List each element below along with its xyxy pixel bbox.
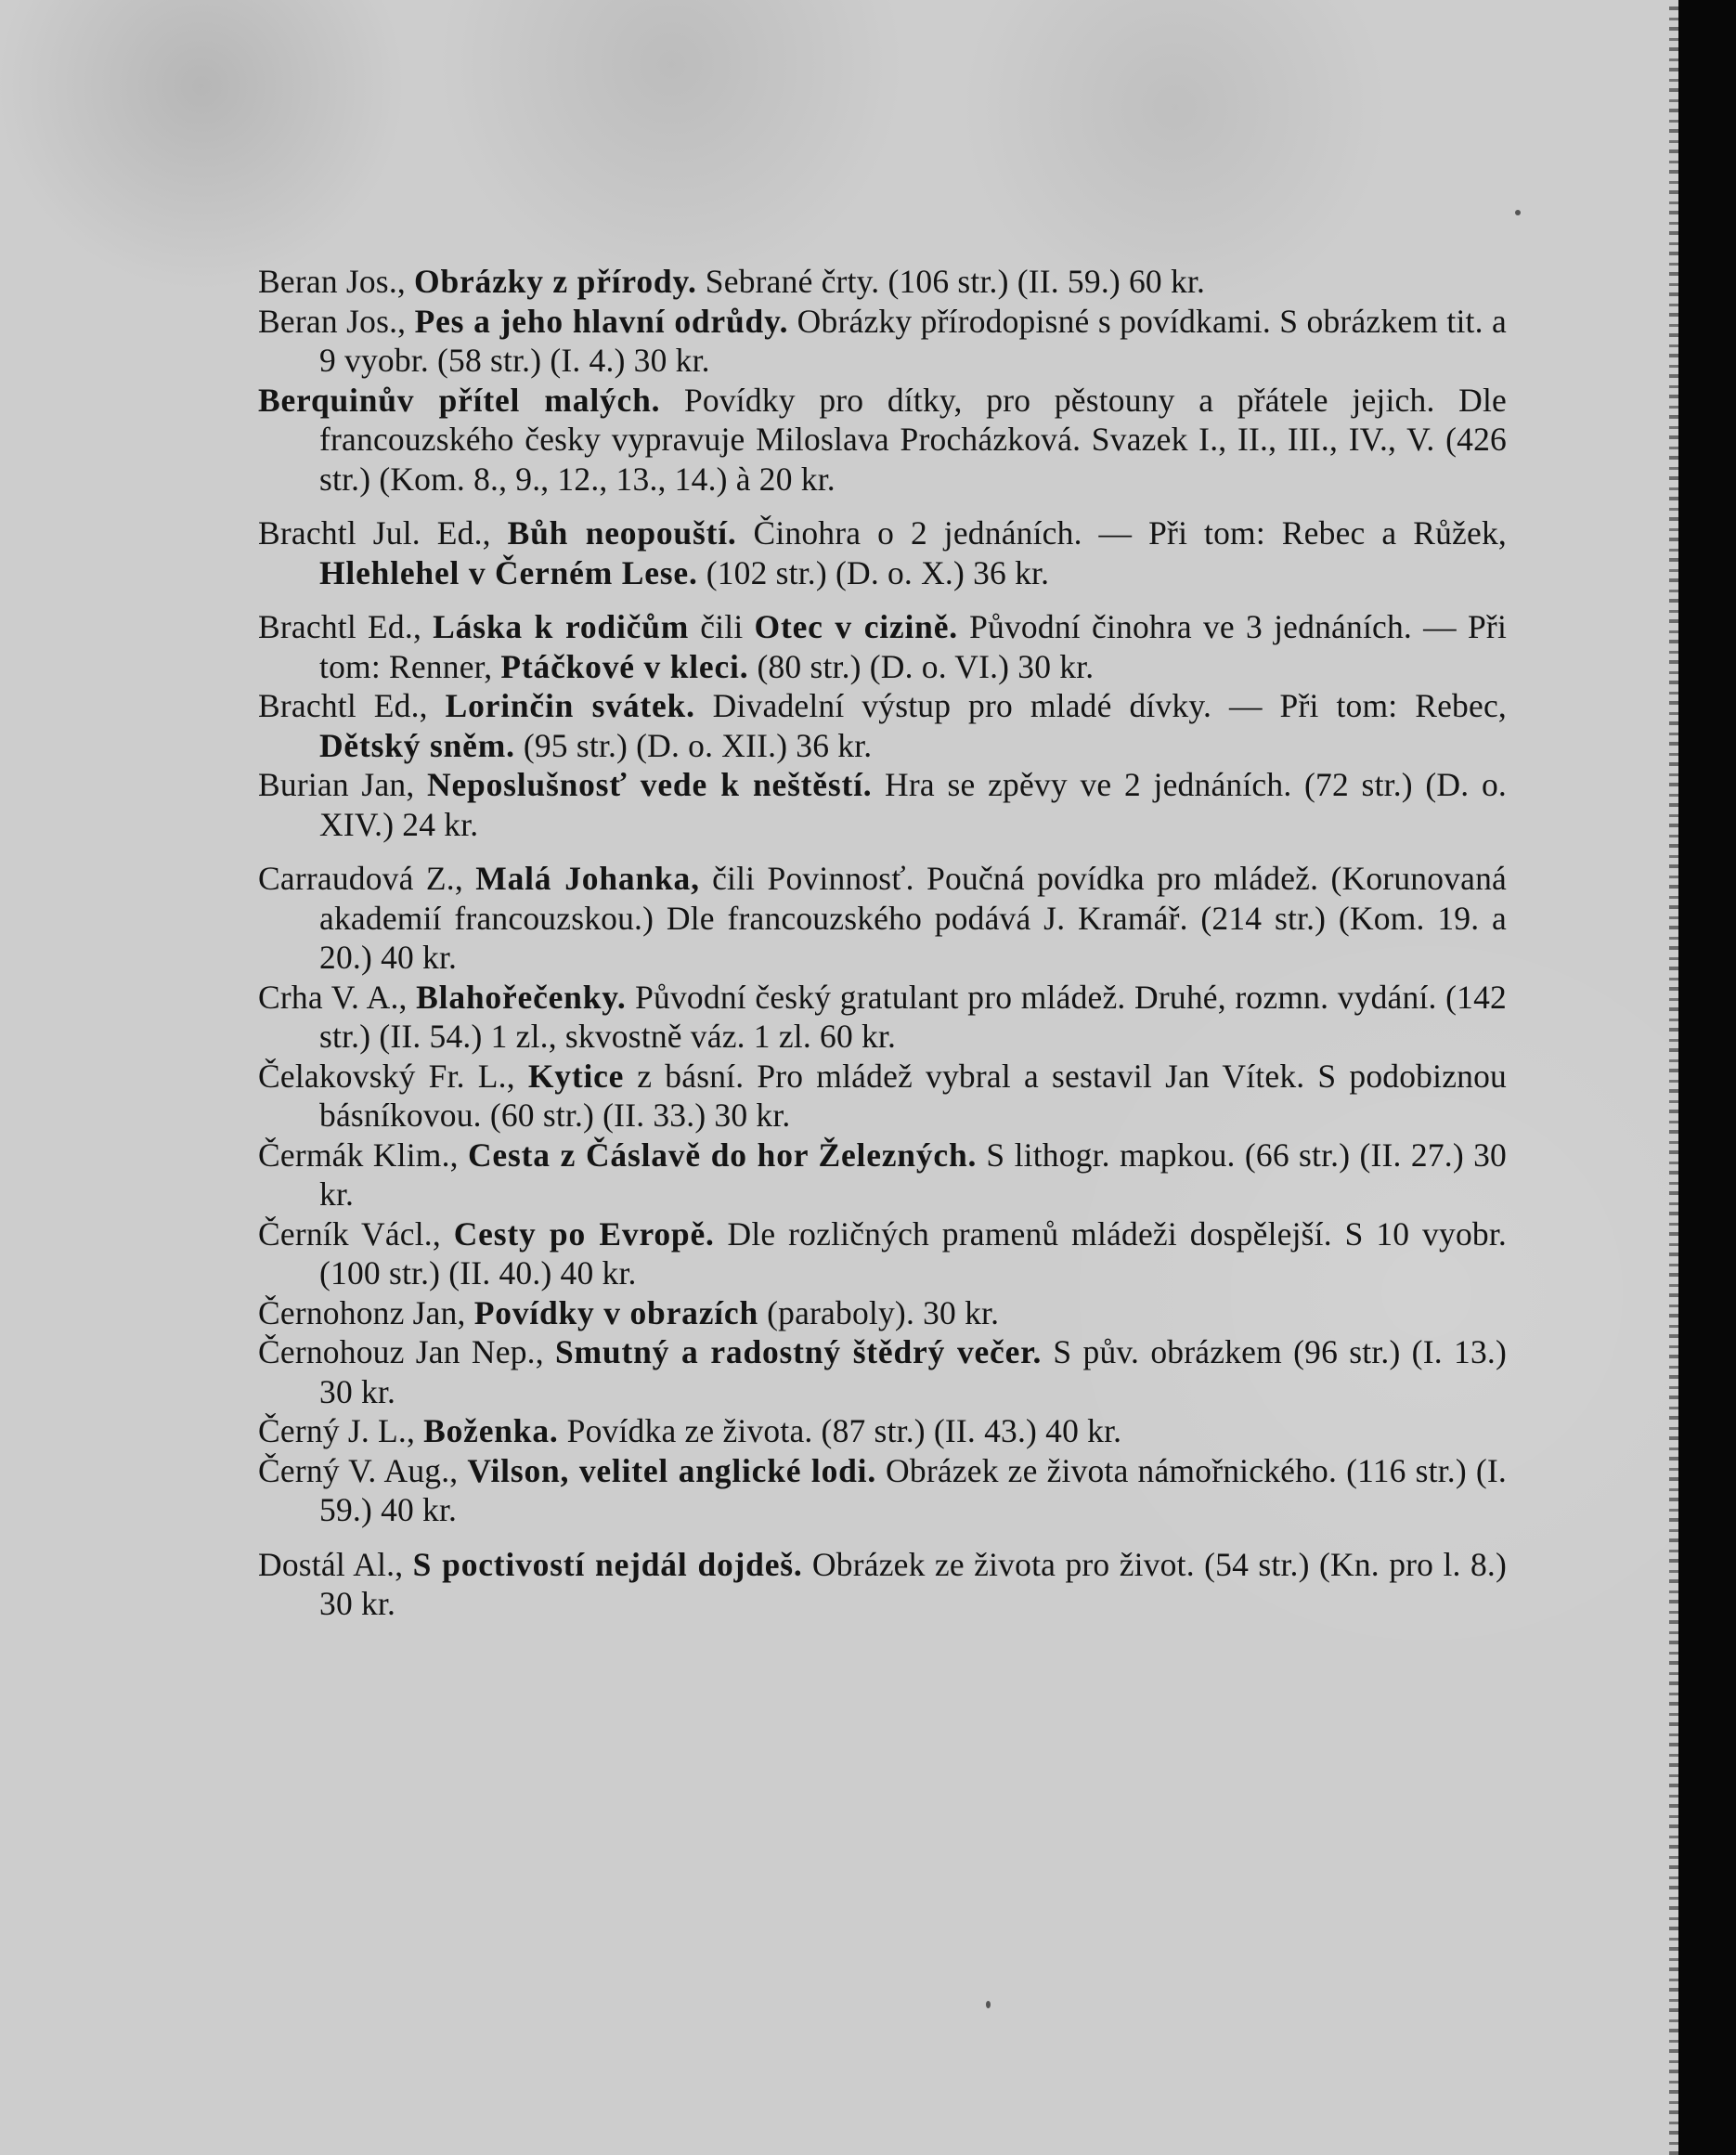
scan-border: [1678, 0, 1736, 2155]
entry-title: Láska k rodičům: [433, 608, 690, 645]
entry-author: Carraudová Z.,: [258, 860, 476, 897]
entry-author: Čermák Klim.,: [258, 1136, 468, 1174]
entry-details: (paraboly). 30 kr.: [758, 1293, 1000, 1331]
entry-title: Berquinův přítel malých.: [258, 381, 661, 419]
catalog-entry: [258, 1451, 1507, 1530]
catalog-entry: [258, 765, 1507, 844]
catalog-entry: [258, 607, 1507, 686]
catalog-entry: [258, 1214, 1507, 1293]
paper-speck: [1515, 210, 1521, 215]
entry-title: Neposlušnosť vede k neštěstí.: [427, 766, 873, 803]
entry-title: Blahořečenky.: [416, 978, 627, 1016]
catalog-entry: [258, 262, 1507, 302]
catalog-entry: [258, 859, 1507, 978]
entry-title: Obrázky z přírody.: [414, 263, 697, 300]
entry-details: z básní. Pro mládež vybral a sestavil Jan Vítek. S podobiznou básníkovou. (60 str.) (II. 33.) 30 kr.: [319, 1057, 1508, 1134]
catalog-entry: [258, 1293, 1507, 1333]
catalog-entry: [258, 1411, 1507, 1451]
entry-title: Smutný a radostný štědrý večer.: [555, 1333, 1043, 1370]
entry-author: Černohouz Jan Nep.,: [258, 1333, 556, 1370]
catalog-entry: [258, 1057, 1507, 1136]
entry-author: Brachtl Jul. Ed.,: [258, 514, 508, 552]
entry-author: Brachtl Ed.,: [258, 608, 434, 645]
entry-details: Povídka ze života. (87 str.) (II. 43.) 40 kr.: [558, 1412, 1122, 1449]
entry-title-secondary: Dětský sněm.: [319, 726, 515, 764]
entry-details: S pův. obrázkem (96 str.) (I. 13.) 30 kr.: [319, 1333, 1508, 1410]
catalog-entry: [258, 686, 1507, 765]
entry-title: Povídky v obrazích: [473, 1293, 759, 1331]
entry-author: Crha V. A.,: [258, 978, 417, 1016]
catalog-entry: [258, 302, 1507, 381]
entry-author: Burian Jan,: [258, 766, 428, 803]
entry-title: Bůh neopouští.: [507, 514, 737, 552]
entry-title: Lorinčin svátek.: [445, 687, 695, 724]
entry-details-tertiary: (80 str.) (D. o. VI.) 30 kr.: [748, 647, 1095, 685]
entry-details-secondary: Původní činohra ve 3 jednáních. — Při tom: Renner,: [319, 608, 1508, 685]
catalog-entries: [258, 262, 1507, 1624]
entry-title: Cesta z Čáslavě do hor Železných.: [467, 1136, 978, 1174]
entry-title: Pes a jeho hlavní odrůdy.: [414, 302, 789, 340]
entry-author: Černohonz Jan,: [258, 1293, 474, 1331]
paper-speck: [986, 2001, 991, 2008]
entry-title: Malá Johanka,: [475, 860, 700, 897]
catalog-entry: [258, 1545, 1507, 1624]
entry-details: S lithogr. mapkou. (66 str.) (II. 27.) 30 kr.: [319, 1136, 1507, 1213]
entry-author: Dostál Al.,: [258, 1545, 413, 1583]
entry-author: Brachtl Ed.,: [258, 687, 446, 724]
entry-title-secondary: Hlehlehel v Černém Lese.: [319, 553, 698, 591]
entry-author: Beran Jos.,: [258, 302, 415, 340]
entry-title: Cesty po Evropě.: [453, 1214, 715, 1253]
entry-details: Obrázek ze života pro život. (54 str.) (Kn. pro l. 8.) 30 kr.: [319, 1545, 1507, 1622]
entry-details: Činohra o 2 jednáních. — Při tom: Rebec a Růžek,: [736, 514, 1507, 552]
entry-details-secondary: (102 str.) (D. o. X.) 36 kr.: [697, 553, 1050, 591]
entry-author: Černý V. Aug.,: [258, 1451, 468, 1489]
catalog-entry: [258, 1136, 1507, 1214]
entry-details: čili Povinnosť. Poučná povídka pro mládež. (Korunovaná akademií francouzskou.) Dle francouzského podává J. Kramář. (214 str.) (Kom. 19. a 20.) 40 kr.: [319, 860, 1507, 976]
entry-details: Sebrané črty. (106 str.) (II. 59.) 60 kr.: [696, 263, 1206, 300]
entry-details: Původní český gratulant pro mládež. Druhé, rozmn. vydání. (142 str.) (II. 54.) 1 zl., skvostně váz. 1 zl. 60 kr.: [319, 978, 1508, 1055]
entry-title-secondary: Otec v cizině.: [754, 608, 958, 645]
entry-details-secondary: (95 str.) (D. o. XII.) 36 kr.: [514, 726, 873, 764]
entry-title: Kytice: [527, 1057, 625, 1095]
entry-title: Boženka.: [423, 1412, 559, 1449]
entry-details: Hra se zpěvy ve 2 jednáních. (72 str.) (D. o. XIV.) 24 kr.: [319, 766, 1507, 843]
entry-author: Beran Jos.,: [258, 263, 415, 300]
entry-title: Vilson, velitel anglické lodi.: [467, 1451, 877, 1489]
entry-details: čili: [689, 608, 755, 645]
entry-title: S poctivostí nejdál dojdeš.: [412, 1545, 803, 1583]
entry-details: Dle rozličných pramenů mládeži dospělejší. S 10 vyobr. (100 str.) (II. 40.) 40 kr.: [319, 1214, 1507, 1292]
entry-details: Divadelní výstup pro mladé dívky. — Při tom: Rebec,: [694, 687, 1507, 724]
entry-details: Obrázky přírodopisné s povídkami. S obrázkem tit. a 9 vyobr. (58 str.) (I. 4.) 30 kr.: [319, 302, 1507, 379]
entry-title-tertiary: Ptáčkové v kleci.: [500, 647, 749, 685]
catalog-entry: [258, 978, 1507, 1057]
entry-author: Čelakovský Fr. L.,: [258, 1057, 528, 1095]
catalog-entry: [258, 1332, 1507, 1411]
entry-author: Černík Václ.,: [258, 1214, 454, 1253]
catalog-entry: [258, 513, 1507, 592]
entry-author: Černý J. L.,: [258, 1412, 424, 1449]
entry-details: Obrázek ze života námořnického. (116 str.) (I. 59.) 40 kr.: [319, 1451, 1507, 1528]
entry-details: Povídky pro dítky, pro pěstouny a přátele jejich. Dle francouzského česky vypravuje Miloslava Procházková. Svazek I., II., III., IV., V. (426 str.) (Kom. 8., 9., 12., 13., 14.) à 20 kr.: [319, 381, 1507, 498]
catalog-entry: [258, 381, 1507, 500]
